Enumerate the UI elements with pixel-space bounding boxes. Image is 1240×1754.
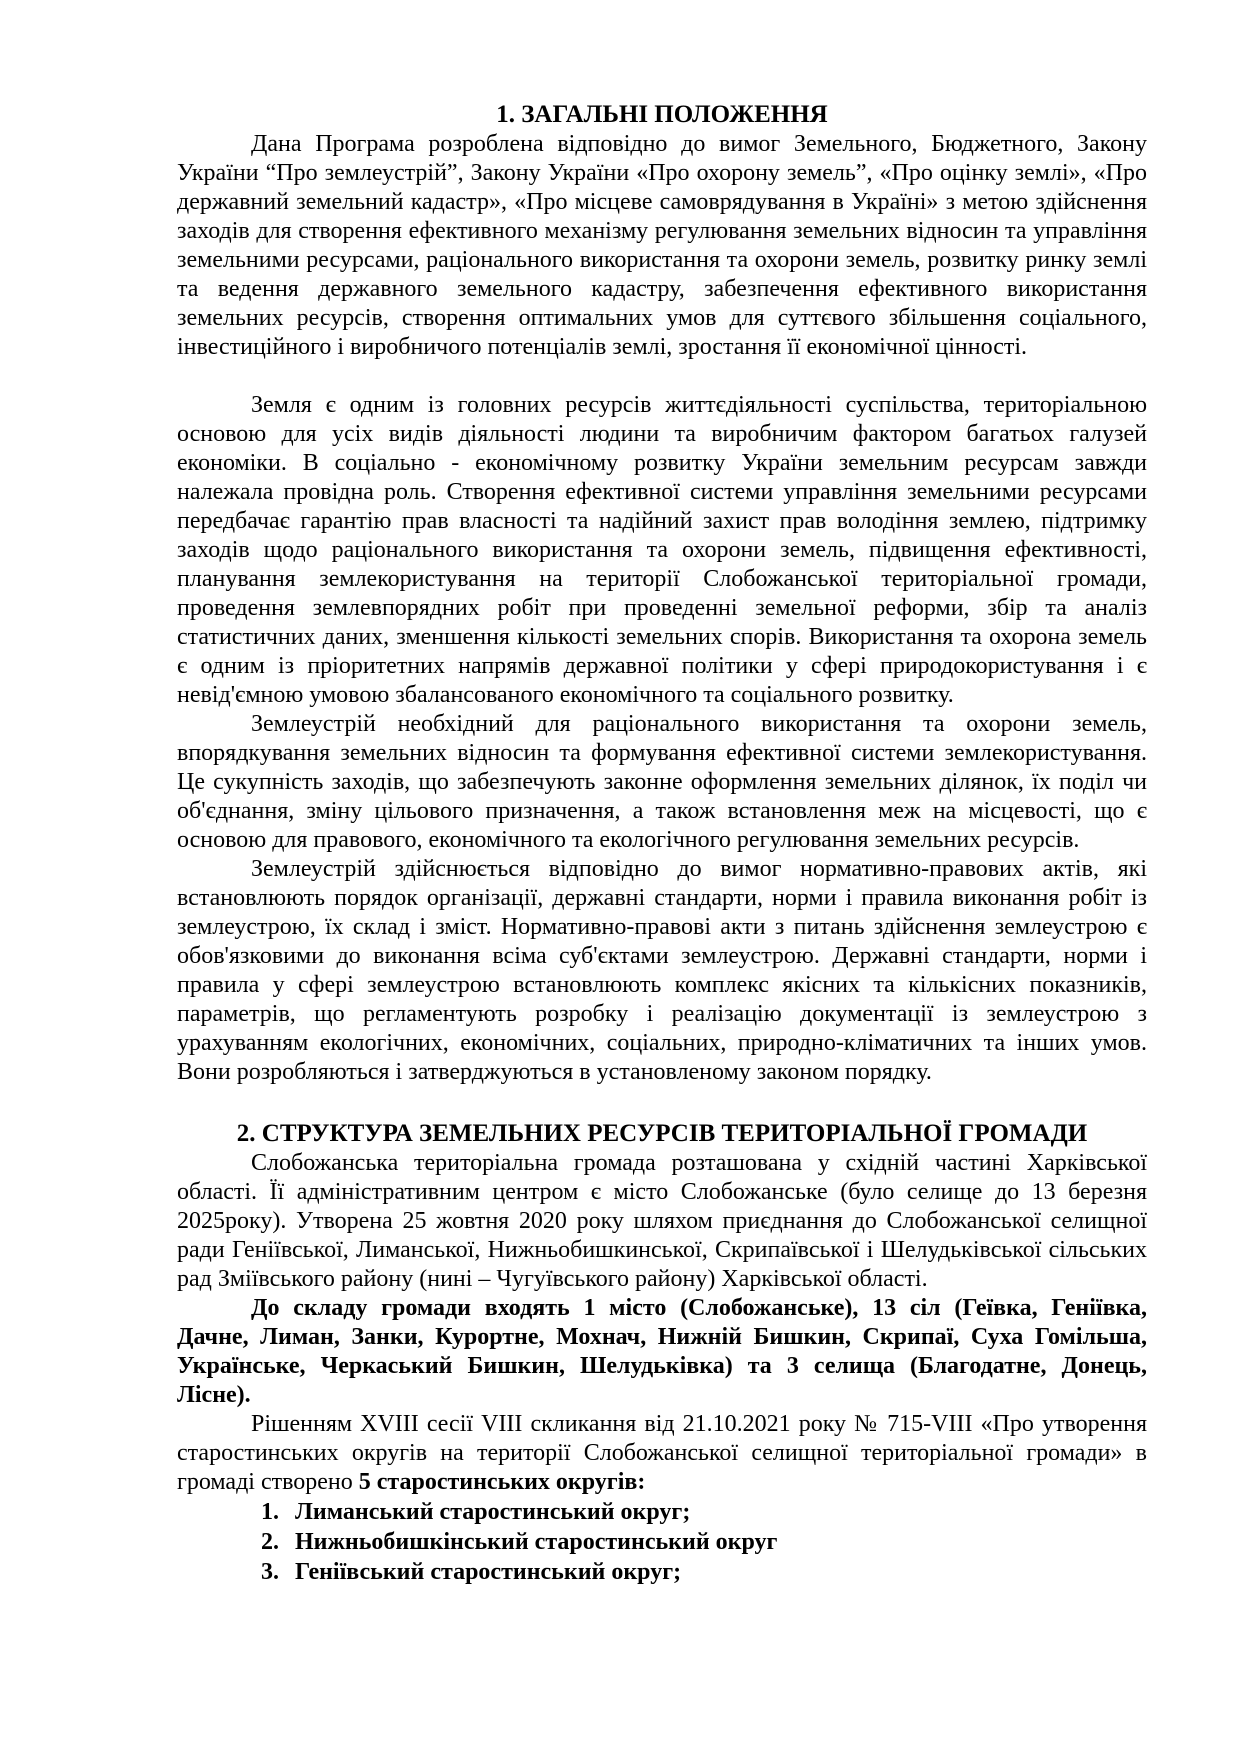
section-2-heading: 2. СТРУКТУРА ЗЕМЕЛЬНИХ РЕСУРСІВ ТЕРИТОРІАЛЬНОЇ ГРОМАДИ xyxy=(236,1120,1088,1147)
paragraph-land-management-definition: Землеустрій необхідний для раціонального використання та охорони земель, впорядкування земельних відносин та формування ефективної системи землекористування. Це сукупність заходів, що забезпечують законне оформлення земельних ділянок, їх поділ чи об'єднання, зміну цільового призначення, а також встановлення меж на місцевості, що є основою для правового, економічного та екологічного регулювання земельних ресурсів. xyxy=(177,711,1147,853)
paragraph-land-resource-role: Земля є одним із головних ресурсів життєдіяльності суспільства, територіальною основою для усіх видів діяльності людини та виробничим фактором багатьох галузей економіки. В соціально - економічному розвитку України земельним ресурсам завжди належала провідна роль. Створення ефективної системи управління земельними ресурсами передбачає гарантію прав власності та надійний захист прав володіння землею, підтримку заходів щодо раціонального використання та охорони земель, підвищення ефективності, планування землекористування на території Слобожанської територіальної громади, проведення землевпорядних робіт при проведенні земельної реформи, збір та аналіз статистичних даних, зменшення кількості земельних спорів. Використання та охорона земель є одним із пріоритетних напрямів державної політики у сфері природокористування і є невід'ємною умовою збалансованого економічного та соціального розвитку. xyxy=(177,392,1147,708)
list-item xyxy=(261,1527,1147,1557)
list-item-text: Геніївський старостинський округ; xyxy=(295,1559,682,1585)
section-1-heading: 1. ЗАГАЛЬНІ ПОЛОЖЕННЯ xyxy=(496,101,828,128)
list-item-text: Лиманський старостинський округ; xyxy=(295,1499,691,1525)
paragraph-program-basis: Дана Програма розроблена відповідно до вимог Земельного, Бюджетного, Закону України “Про землеустрій”, Закону України «Про охорону земель”, «Про оцінку землі», «Про державний земельний кадастр», «Про місцеве самоврядування в Україні» з метою здійснення заходів для створення ефективного механізму регулювання земельних відносин та управління земельними ресурсами, раціонального використання та охорони земель, розвитку ринку землі та ведення державного земельного кадастру, забезпечення ефективного використання земельних ресурсів, створення оптимальних умов для суттєвого збільшення соціального, інвестиційного і виробничого потенціалів землі, зростання її економічної цінності. xyxy=(177,131,1147,360)
list-item-number: 3. xyxy=(261,1559,279,1585)
starosta-district-list xyxy=(177,1497,1147,1587)
paragraph-hromada-location: Слобожанська територіальна громада розташована у східній частині Харківської області. Її адміністративним центром є місто Слобожанське (було селище до 13 березня 2025року). Утворена 25 жовтня 2020 року шляхом приєднання до Слобожанської селищної ради Геніївської, Лиманської, Нижньобишкинської, Скрипаївської і Шелудьківської сільських рад Зміївського району (нині – Чугуївського району) Харківської області. xyxy=(177,1150,1147,1292)
paragraph-hromada-settlements: До складу громади входять 1 місто (Слобожанське), 13 сіл (Геївка, Геніївка, Дачне, Лиман, Занки, Курортне, Мохнач, Нижній Бишкин, Скрипаї, Суха Гомільша, Українське, Черкаський Бишкин, Шелудьківка) та 3 селища (Благодатне, Донець, Лісне). xyxy=(177,1295,1147,1408)
resolution-text: Рішенням XVIII сесії VIII скликання від 21.10.2021 року № 715-VIII «Про утворення старостинських округів на території Слобожанської селищної територіальної громади» в громаді створено xyxy=(177,1411,1147,1495)
list-item xyxy=(261,1497,1147,1527)
resolution-bold-text: 5 старостинських округів: xyxy=(358,1469,646,1495)
paragraph-starosta-resolution xyxy=(177,1410,1147,1497)
list-item xyxy=(261,1557,1147,1587)
list-item-text: Нижньобишкінський старостинський округ xyxy=(295,1529,778,1555)
list-item-number: 2. xyxy=(261,1529,279,1555)
paragraph-land-management-regulations: Землеустрій здійснюється відповідно до вимог нормативно-правових актів, які встановлюють порядок організації, державні стандарти, норми і правила виконання робіт із землеустрою, їх склад і зміст. Нормативно-правові акти з питань здійснення землеустрою є обов'язковими до виконання всіма суб'єктами землеустрою. Державні стандарти, норми і правила у сфері землеустрою встановлюють комплекс якісних та кількісних показників, параметрів, що регламентують розробку і реалізацію документації із землеустрою з урахуванням екологічних, економічних, соціальних, природно-кліматичних та інших умов. Вони розробляються і затверджуються в установленому законом порядку. xyxy=(177,856,1147,1085)
list-item-number: 1. xyxy=(261,1499,279,1525)
